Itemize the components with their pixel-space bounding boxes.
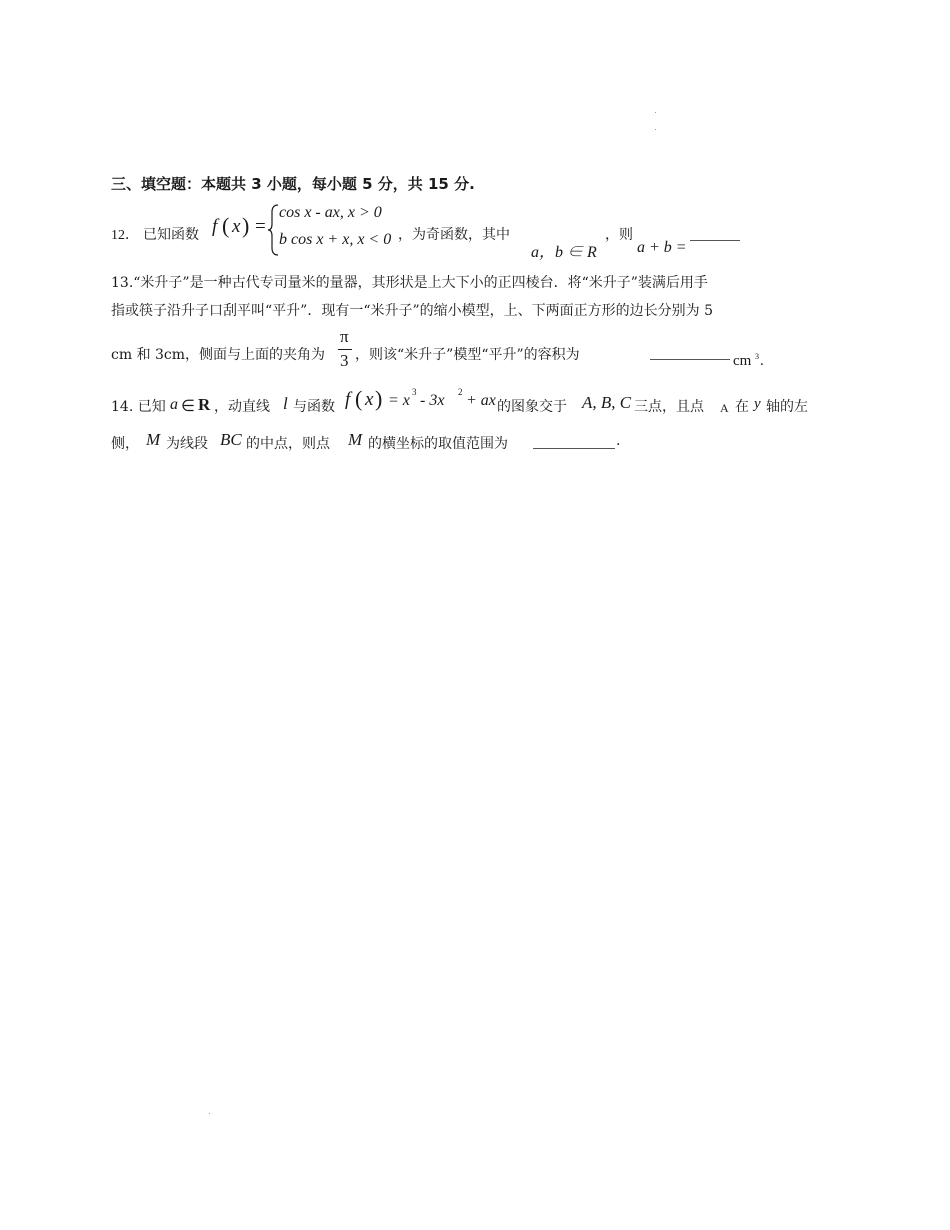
q14-M: M (146, 430, 161, 449)
q12-case1: cos x - ax, x > 0 (279, 204, 382, 221)
q12-answer-blank[interactable] (690, 240, 740, 241)
q12-lparen: ( (222, 213, 230, 238)
q14-t1: ，动直线 (214, 399, 270, 415)
q12-number: 12． (111, 228, 139, 243)
q14-lparen: ( (355, 386, 363, 411)
q12-f: f (212, 216, 218, 237)
stray-dot (209, 1113, 210, 1114)
q14-x: x (365, 389, 374, 410)
q14-f: f (345, 389, 351, 410)
stray-dot (655, 112, 656, 113)
q14-p3: 3 (412, 387, 417, 397)
q14-end: . (616, 433, 621, 449)
q12-eq: = (255, 216, 266, 237)
q14-y: y (754, 396, 761, 412)
q14-t5: 在 (735, 399, 749, 415)
q12-sum: a + b = (637, 239, 687, 256)
q12-mid: ，为奇函数，其中 (398, 227, 510, 243)
q12-lead: 已知函数 (143, 227, 199, 243)
q14-in: ∈ (181, 398, 195, 415)
q14-t4: 三点，且点 (634, 399, 704, 415)
q14-t2: 与函数 (293, 399, 335, 415)
q14-ABC: A, B, C (582, 393, 632, 412)
q13-unit: cm (733, 353, 752, 369)
q14-t3: 的图象交于 (497, 399, 567, 415)
q14-lead: 14. 已知 (111, 399, 166, 415)
q14-A: A (720, 401, 729, 415)
q14-line2b: 为线段 (166, 436, 208, 452)
q14-rparen: ) (375, 386, 383, 411)
q13-end: . (760, 353, 764, 369)
q14-l: l (283, 394, 288, 413)
q14-plus: + ax (466, 392, 496, 409)
q13-unit-sup: 3 (755, 352, 759, 361)
q14-line2d: 的横坐标的取值范围为 (368, 436, 508, 452)
q14-BC: BC (220, 430, 242, 449)
q13-fraction-pi: π (340, 327, 349, 346)
stray-dot (655, 129, 656, 130)
q12-then: ，则 (605, 227, 633, 243)
q14-eq: = x (388, 392, 410, 409)
q14-R: R (198, 395, 211, 414)
q14-minus: - 3x (420, 392, 445, 409)
q13-fraction-bar (338, 349, 352, 350)
q13-line1: 13.“米升子”是一种古代专司量米的量器，其形状是上大下小的正四棱台．将“米升子”装满后用手 (111, 275, 708, 291)
q14-line2c: 的中点，则点 (246, 436, 330, 452)
q12-rparen: ) (242, 213, 250, 238)
q12-x: x (232, 216, 241, 237)
q14-p2: 2 (458, 387, 463, 397)
q13-line3b: ，则该“米升子”模型“平升”的容积为 (355, 347, 580, 363)
q13-fraction-3: 3 (340, 351, 349, 370)
q14-t6: 轴的左 (766, 399, 808, 415)
q13-answer-blank[interactable] (650, 359, 730, 360)
q12-case2: b cos x + x, x < 0 (279, 231, 392, 248)
q13-line3a: cm 和 3cm，侧面与上面的夹角为 (111, 347, 326, 363)
q14-a: a (170, 396, 178, 413)
section-title: 三、填空题：本题共 3 小题，每小题 5 分，共 15 分. (111, 175, 475, 193)
q14-M2: M (348, 430, 363, 449)
q14-line2a: 侧， (111, 436, 139, 452)
q13-line2: 指或筷子沿升子口刮平叫“平升”．现有一“米升子”的缩小模型，上、下两面正方形的边长分别为 5 (111, 303, 713, 319)
q14-answer-blank[interactable] (533, 448, 615, 449)
q12-ab: a，b ∈ R (531, 244, 597, 261)
